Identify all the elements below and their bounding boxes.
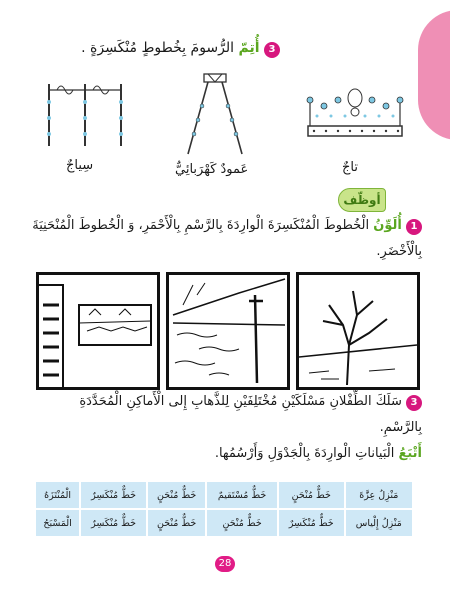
- routes-table: [34, 480, 414, 538]
- exercise-text: الْخُطوطَ الْمُنْكَسِرَةَ الْوارِدَةَ بِالرَّسْمِ بِالْأَحْمَرِ، وَ الْخُطوطَ الْمُنْحَنِيَةَ: [32, 218, 370, 233]
- page-edge-tab: [418, 10, 450, 140]
- power-line-icon: [169, 275, 287, 387]
- window-stairs-icon: [39, 275, 157, 387]
- electric-pole-icon: [180, 72, 250, 157]
- fence-icon: [45, 80, 125, 150]
- table-row: [36, 482, 412, 508]
- table-cell: خَطٌّ مُنْكَسِرٌ: [81, 510, 146, 536]
- exercise-3-line-2: بِالرَّسْمِ.: [379, 420, 422, 435]
- exercise-text: الْبَياناتِ الْوارِدَةَ بِالْجَدْوَلِ وَأَرْسُمُها.: [214, 446, 395, 461]
- exercise-text: سَلَكَ الطِّفْلانِ مَسْلَكَيْنِ مُخْتَلِفَيْنِ لِلذَّهابِ إِلى الْأَماكِنِ الْمُحَدَّدَةِ: [79, 394, 402, 409]
- table-cell: مَنْزِلُ إِلْياس: [346, 510, 412, 536]
- question-3-instruction: [81, 40, 280, 58]
- crown-icon: [300, 78, 410, 148]
- caption-electric-pole: عَمودٌ كَهْرَبائِيٌّ: [175, 162, 249, 177]
- instruction-verb: أُتِمّ: [238, 40, 260, 56]
- table-row: [36, 510, 412, 536]
- table-cell: خَطٌّ مُنْحَنٍ: [279, 482, 344, 508]
- exercise-verb: أُلَوِّنُ: [373, 218, 402, 233]
- exercise-number-badge: 3: [406, 395, 422, 411]
- table-cell: خَطٌّ مُنْحَنٍ: [207, 510, 276, 536]
- instruction-text: الرُّسومَ بِخُطوطٍ مُنْكَسِرَةٍ .: [81, 40, 235, 56]
- table-cell: مَنْزِلُ عِزَّةَ: [346, 482, 412, 508]
- exercise-3-line-3: [215, 446, 422, 461]
- picture-frame-window-stairs: [36, 272, 160, 390]
- table-cell: خَطٌّ مُنْحَنٍ: [148, 510, 205, 536]
- exercise-1-line-2: بِالْأَخْضَرِ.: [376, 244, 422, 259]
- tree-icon: [299, 275, 417, 387]
- exercise-1-line-1: [32, 218, 422, 235]
- table-cell: الْمُنْتَزَهُ: [36, 482, 79, 508]
- table-cell: خَطٌّ مُسْتَقيمٌ: [207, 482, 276, 508]
- exercise-3-line-1: [79, 394, 422, 411]
- exercise-number-badge: 1: [406, 219, 422, 235]
- exercise-verb: أَتْبَعُ: [398, 446, 422, 461]
- table-cell: خَطٌّ مُنْكَسِرٌ: [81, 482, 146, 508]
- picture-frame-power-line: [166, 272, 290, 390]
- skill-tag: أوظّف: [338, 188, 386, 212]
- table-cell: الْمَسْبَحُ: [36, 510, 79, 536]
- table-cell: خَطٌّ مُنْحَنٍ: [148, 482, 205, 508]
- table-cell: خَطٌّ مُنْكَسِرٌ: [279, 510, 344, 536]
- picture-frame-tree: [296, 272, 420, 390]
- caption-fence: سِياجٌ: [66, 158, 94, 173]
- caption-crown: تاجٌ: [342, 160, 358, 175]
- page-number: 28: [215, 556, 235, 572]
- question-number-badge: 3: [264, 42, 280, 58]
